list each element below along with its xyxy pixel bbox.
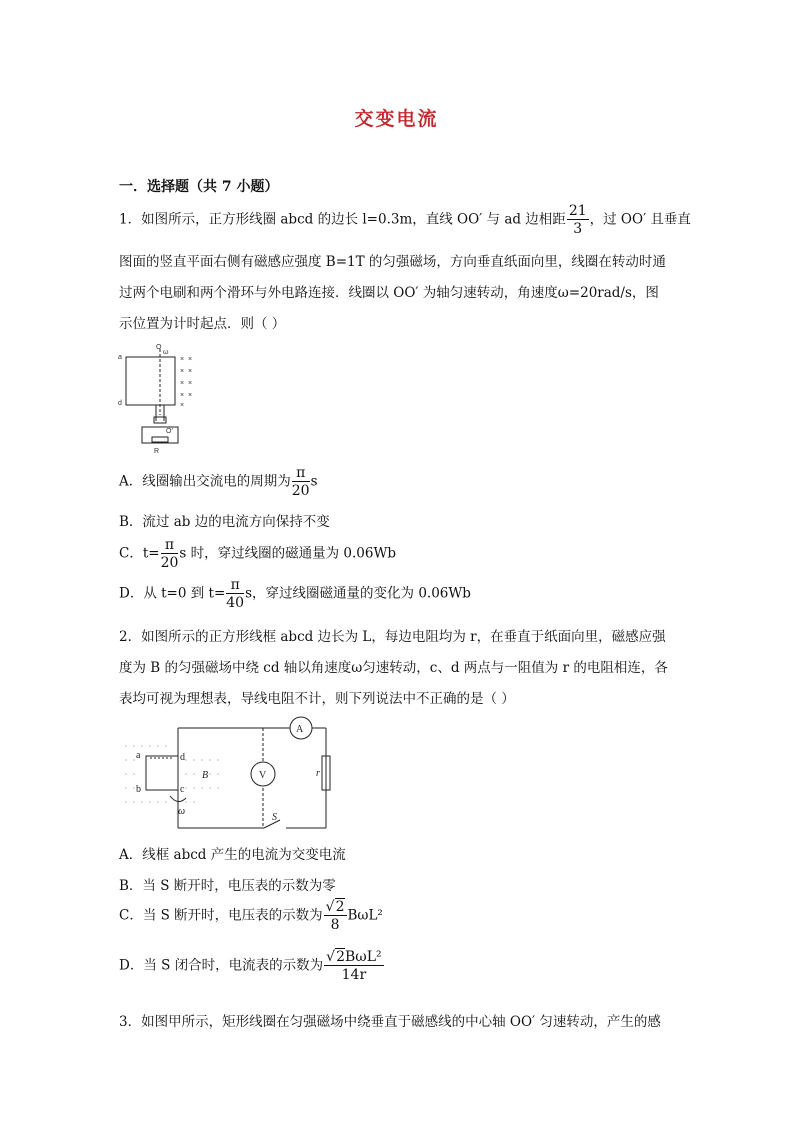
svg-text:×: × <box>188 392 193 399</box>
svg-text:×: × <box>188 356 193 363</box>
svg-text:a: a <box>118 354 122 361</box>
svg-text:×: × <box>180 368 185 375</box>
svg-text:S: S <box>272 812 277 823</box>
svg-text:×: × <box>180 392 185 399</box>
svg-text:O′: O′ <box>166 428 173 435</box>
q1-option-a: A．线圈输出交流电的周期为 $\frac{\pi}{20}$ s <box>119 465 318 499</box>
q1-option-d: D．从 t=0 到 t= $\frac{\pi}{40}$ s，穿过线圈磁通量的变化为 0.06Wb <box>119 577 471 611</box>
q1-line-4: 示位置为计时起点．则（ ） <box>119 316 286 332</box>
q2-option-b: B．当 S 断开时，电压表的示数为零 <box>119 878 336 894</box>
q1-line-1: 1．如图所示，正方形线圈 abcd 的边长 l=0.3m，直线 OO′ 与 ad 边相距 $\frac{21}{3}$ ，过 OO′ 且垂直 <box>119 203 691 237</box>
svg-text:B: B <box>202 770 209 781</box>
svg-text:×: × <box>188 380 193 387</box>
svg-text:×: × <box>180 356 185 363</box>
section-heading: 一．选择题（共 7 小题） <box>119 179 279 195</box>
q1-option-b: B．流过 ab 边的电流方向保持不变 <box>119 514 330 530</box>
q2-line-2: 度为 B 的匀强磁场中绕 cd 轴以角速度ω匀速转动，c、d 两点与一阻值为 r 的电阻相连，各 <box>119 660 668 676</box>
svg-text:V: V <box>259 770 267 781</box>
q2-line-3: 表均可视为理想表，导线电阻不计，则下列说法中不正确的是（ ） <box>119 691 515 707</box>
svg-text:×: × <box>180 380 185 387</box>
q2-line-1: 2．如图所示的正方形线框 abcd 边长为 L，每边电阻均为 r，在垂直于纸面向里，磁感应强 <box>119 629 666 645</box>
svg-text:R: R <box>154 448 160 455</box>
q1-line-2: 图面的竖直平面右侧有磁感应强度 B=1T 的匀强磁场，方向垂直纸面向里，线圈在转动时通 <box>119 254 666 270</box>
svg-text:c: c <box>180 784 185 795</box>
page-title: 交变电流 <box>354 108 439 130</box>
svg-text:×: × <box>188 368 193 375</box>
svg-text:A: A <box>296 724 304 735</box>
q2-option-a: A．线框 abcd 产生的电流为交变电流 <box>119 847 346 863</box>
q2-option-c: C．当 S 断开时，电压表的示数为 $\frac{√2}{8}$ BωL² <box>119 899 383 933</box>
q2-figure <box>120 716 340 834</box>
svg-text:×: × <box>180 402 185 409</box>
svg-text:O: O <box>156 344 162 351</box>
svg-text:d: d <box>118 400 122 407</box>
svg-text:ω: ω <box>163 349 169 356</box>
svg-text:r: r <box>316 768 320 779</box>
svg-text:b: b <box>136 784 141 795</box>
svg-text:ω: ω <box>178 806 186 817</box>
q1-fraction: $\frac{21}{3}$ <box>568 203 587 237</box>
svg-text:a: a <box>136 750 141 761</box>
q3-line-1: 3．如图甲所示，矩形线圈在匀强磁场中绕垂直于磁感线的中心轴 OO′ 匀速转动，产生的感 <box>119 1014 661 1030</box>
q1-option-c: C．t= $\frac{\pi}{20}$ s 时，穿过线圈的磁通量为 0.06Wb <box>119 537 396 571</box>
q1-figure <box>116 343 198 455</box>
q2-option-d: D．当 S 闭合时，电流表的示数为 $\frac{\text{√2BωL²}}{14r}$ <box>119 949 382 983</box>
svg-text:d: d <box>180 752 185 763</box>
q1-line-3: 过两个电刷和两个滑环与外电路连接．线圈以 OO′ 为轴匀速转动，角速度ω=20rad/s，图 <box>119 285 659 301</box>
